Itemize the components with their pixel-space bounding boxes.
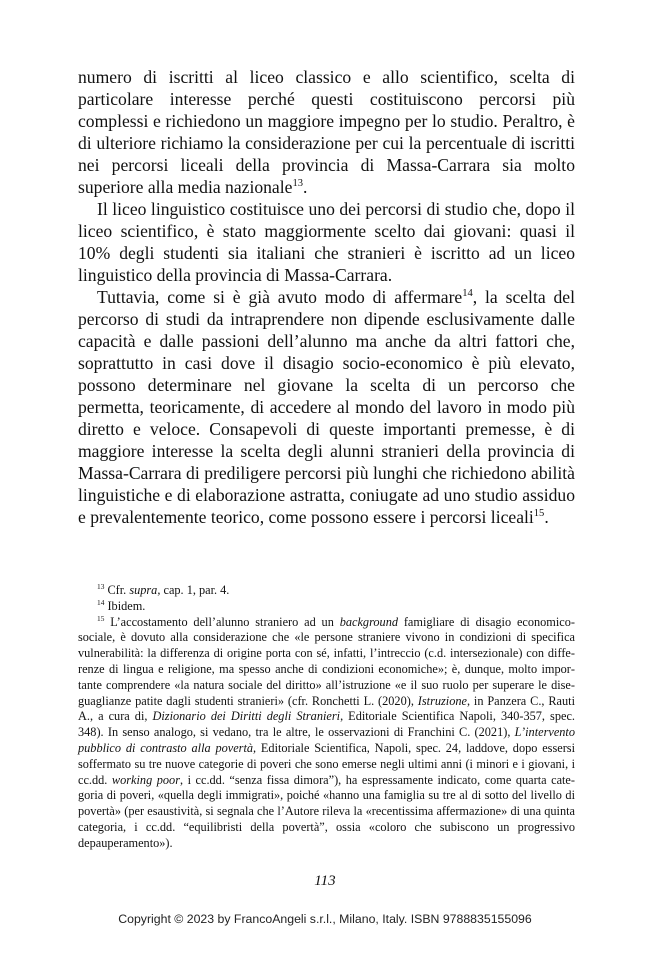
footnotes xyxy=(78,583,575,852)
footnote-14: $^{14}$ Ibidem. xyxy=(97,597,146,613)
paragraph-3: Tuttavia, come si è già avuto modo di affermare$^{14}$, la scelta del percorso di studi da intraprendere non dipende esclusivamente dalle capacità e dalle passioni dell’alunno ma anche da altri fattori che, soprattutto in casi dove il disagio socio-economico è più elevato, possono determinare nel giovane la scelta di un percorso che permetta, teoricamente, di accedere al mondo del lavoro in modo più diretto e veloce. Consapevoli di queste importanti premesse, è di maggiore interesse la scelta degli alunni stranieri della provincia di Massa-Carrara di prediligere percorsi più lunghi che richiedono abilità linguistiche e di elaborazione astratta, coniugate ad uno studio assiduo e prevalentemente teorico, come possono essere i percorsi liceali$^{15}$. xyxy=(78,287,575,527)
footnote-ref-14[interactable]: 14 xyxy=(462,288,473,300)
footnote-ref-13[interactable]: 13 xyxy=(292,178,303,190)
body-text xyxy=(78,66,575,528)
footnote-13: $^{13}$ Cfr. supra, cap. 1, par. 4. xyxy=(97,581,230,597)
page-number: 113 xyxy=(314,873,336,889)
paragraph-1: numero di iscritti al liceo classico e allo scientifico, scelta di particolare interesse perché questi costituiscono percorsi più complessi e richiedono un maggiore impegno per lo studio. Peraltro, è di ulteriore richiamo la considerazione per cui la percentuale di iscritti nei percorsi liceali della provincia di Massa-Carrara sia molto superiore alla media nazionale$^{13}$. xyxy=(78,67,575,197)
footnote-ref-15[interactable]: 15 xyxy=(533,508,545,520)
copyright-notice: Copyright © 2023 by FrancoAngeli s.r.l., Milano, Italy. ISBN 9788835155096 xyxy=(118,912,532,926)
paragraph-2: Il liceo linguistico costituisce uno dei percorsi di studio che, dopo il liceo scientifico, è stato maggiormente scelto dai giovani: quasi il 10% degli studenti sia italiani che stranieri è iscritto ad un liceo linguistico della provincia di Massa-Carrara. xyxy=(78,199,575,285)
footnote-15: $^{15}$ L’accostamento dell’alunno straniero ad un background famigliare di disagio economico-sociale, è dovuto alla considerazione che «le persone straniere vivono in condizioni di specifica vulnerabilità: la differenza di origine porta con sé, infatti, l’intreccio (c.d. intersezionale) con differenze di lingua e religione, ma spesso anche di condizioni economiche»; è, dunque, molto importante comprendere «la natura sociale del diritto» all’istruzione «e il suo ruolo per superare le diseguaglianze patite dagli studenti stranieri» (cfr. Ronchetti L. (2020), Istruzione, in Panzera C., Rauti A., a cura di, Dizionario dei Diritti degli Stranieri, Editoriale Scientifica Napoli, 340-357, spec. 348). In senso analogo, si vedano, tra le altre, le osservazioni di Franchini C. (2021), L’intervento pubblico di contrasto alla povertà, Editoriale Scientifica, Napoli, spec. 24, laddove, dopo essersi soffermato su tre nuove categorie di poveri che sono emerse negli ultimi anni (i minori e i giovani, i cc.dd. working poor, i cc.dd. “senza fissa dimora”), ha espressamente indicato, come quarta categoria di poveri, «quella degli immigrati», poiché «hanno una famiglia su tre al di sotto del livello di povertà» (per esaustività, si segnala che l’Autore rileva la «recentissima affermazione» di una quinta categoria, i cc.dd. “equilibristi della povertà”, ossia «coloro che subiscono un progressivo depauperamento»). xyxy=(78,613,576,850)
